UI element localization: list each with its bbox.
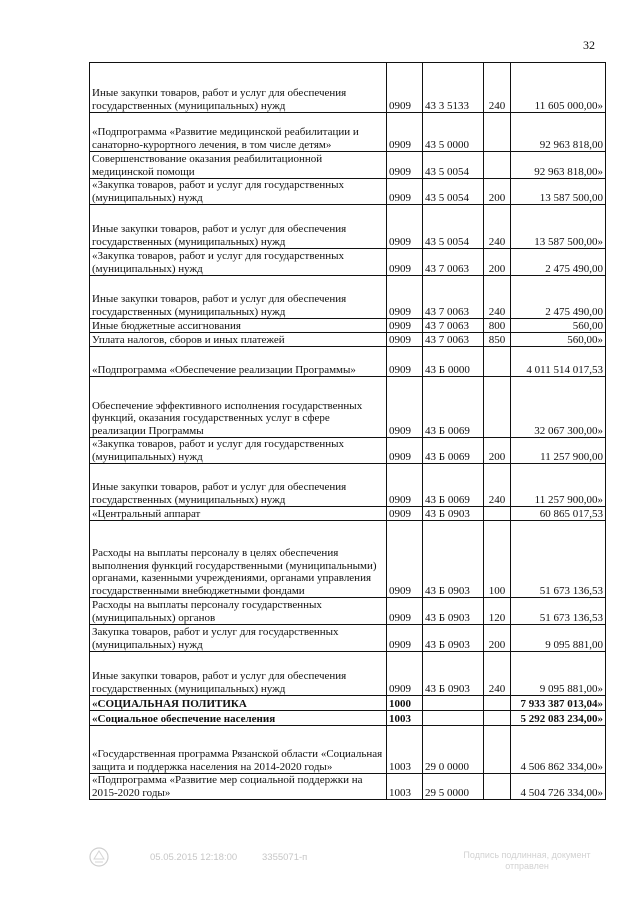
row-section-cell: 0909: [387, 347, 423, 377]
row-kind-cell: 240: [484, 63, 511, 113]
row-section-cell: 0909: [387, 333, 423, 347]
row-kind-cell: 200: [484, 625, 511, 652]
row-section-cell: 1000: [387, 696, 423, 711]
row-name-cell: «Закупка товаров, работ и услуг для государственных (муниципальных) нужд: [90, 438, 387, 464]
row-section-cell: 0909: [387, 179, 423, 205]
row-amount-cell: 2 475 490,00: [511, 249, 606, 276]
row-section-cell: 0909: [387, 521, 423, 598]
table-row: [90, 726, 606, 774]
row-name-cell: «Подпрограмма «Обеспечение реализации Программы»: [90, 347, 387, 377]
table-row: [90, 652, 606, 696]
row-kind-cell: [484, 507, 511, 521]
row-name-cell: Иные закупки товаров, работ и услуг для обеспечения государственных (муниципальных) нужд: [90, 205, 387, 249]
row-section-cell: 0909: [387, 113, 423, 152]
row-name-cell: Уплата налогов, сборов и иных платежей: [90, 333, 387, 347]
row-section-cell: 0909: [387, 652, 423, 696]
table-row: [90, 179, 606, 205]
row-amount-cell: 4 506 862 334,00»: [511, 726, 606, 774]
footer-doc-id: 3355071-п: [262, 852, 308, 863]
row-code-cell: 43 7 0063: [423, 319, 484, 333]
row-code-cell: 43 7 0063: [423, 249, 484, 276]
row-kind-cell: [484, 696, 511, 711]
row-name-cell: Закупка товаров, работ и услуг для государственных (муниципальных) нужд: [90, 625, 387, 652]
budget-table-body: [90, 63, 606, 800]
table-row: [90, 205, 606, 249]
row-amount-cell: 51 673 136,53: [511, 521, 606, 598]
page-number: 32: [583, 38, 595, 52]
row-section-cell: 1003: [387, 711, 423, 726]
row-kind-cell: 800: [484, 319, 511, 333]
row-code-cell: 43 7 0063: [423, 276, 484, 319]
table-row: [90, 625, 606, 652]
row-amount-cell: 92 963 818,00»: [511, 152, 606, 179]
row-amount-cell: 13 587 500,00»: [511, 205, 606, 249]
table-row: [90, 774, 606, 800]
row-section-cell: 0909: [387, 63, 423, 113]
emblem-stamp-icon: [88, 846, 110, 868]
row-name-cell: «Подпрограмма «Развитие медицинской реабилитации и санаторно-курортного лечения, в том числе детям»: [90, 113, 387, 152]
row-amount-cell: 4 504 726 334,00»: [511, 774, 606, 800]
row-kind-cell: 240: [484, 652, 511, 696]
row-name-cell: «Закупка товаров, работ и услуг для государственных (муниципальных) нужд: [90, 249, 387, 276]
row-code-cell: 43 5 0000: [423, 113, 484, 152]
row-amount-cell: 560,00: [511, 319, 606, 333]
row-code-cell: 43 Б 0903: [423, 598, 484, 625]
row-amount-cell: 7 933 387 013,04»: [511, 696, 606, 711]
row-name-cell: «Государственная программа Рязанской области «Социальная защита и поддержка населения на 2014-2020 годы»: [90, 726, 387, 774]
row-code-cell: 43 Б 0903: [423, 625, 484, 652]
row-code-cell: 43 Б 0903: [423, 507, 484, 521]
row-code-cell: 43 Б 0069: [423, 464, 484, 507]
table-row: [90, 276, 606, 319]
table-row: [90, 113, 606, 152]
row-code-cell: [423, 696, 484, 711]
row-section-cell: 1003: [387, 726, 423, 774]
row-code-cell: [423, 711, 484, 726]
row-name-cell: Иные закупки товаров, работ и услуг для обеспечения государственных (муниципальных) нужд: [90, 63, 387, 113]
row-kind-cell: [484, 152, 511, 179]
row-kind-cell: 200: [484, 179, 511, 205]
row-amount-cell: 5 292 083 234,00»: [511, 711, 606, 726]
footer-signature-note: Подпись подлинная, документ отправлен: [463, 850, 591, 871]
row-code-cell: 43 5 0054: [423, 205, 484, 249]
row-kind-cell: 240: [484, 464, 511, 507]
row-name-cell: Расходы на выплаты персоналу государственных (муниципальных) органов: [90, 598, 387, 625]
row-amount-cell: 92 963 818,00: [511, 113, 606, 152]
row-name-cell: Иные закупки товаров, работ и услуг для обеспечения государственных (муниципальных) нужд: [90, 464, 387, 507]
table-row: [90, 521, 606, 598]
row-name-cell: Иные закупки товаров, работ и услуг для обеспечения государственных (муниципальных) нужд: [90, 276, 387, 319]
row-amount-cell: 9 095 881,00: [511, 625, 606, 652]
row-kind-cell: [484, 113, 511, 152]
row-section-cell: 0909: [387, 438, 423, 464]
row-kind-cell: [484, 711, 511, 726]
row-section-cell: 0909: [387, 249, 423, 276]
row-amount-cell: 11 257 900,00»: [511, 464, 606, 507]
row-section-cell: 0909: [387, 205, 423, 249]
row-section-cell: 0909: [387, 319, 423, 333]
row-code-cell: 43 Б 0069: [423, 377, 484, 438]
row-section-cell: 0909: [387, 377, 423, 438]
row-kind-cell: 200: [484, 438, 511, 464]
row-code-cell: 29 0 0000: [423, 726, 484, 774]
row-section-cell: 0909: [387, 152, 423, 179]
table-row: [90, 63, 606, 113]
row-section-cell: 0909: [387, 625, 423, 652]
row-code-cell: 43 5 0054: [423, 179, 484, 205]
row-name-cell: Расходы на выплаты персоналу в целях обеспечения выполнения функций государственными (муниципальными) органами, казенными учреждениями, органами управления государственными внебюджетными фондами: [90, 521, 387, 598]
row-kind-cell: 240: [484, 276, 511, 319]
row-amount-cell: 11 605 000,00»: [511, 63, 606, 113]
row-name-cell: Совершенствование оказания реабилитационной медицинской помощи: [90, 152, 387, 179]
row-name-cell: «Центральный аппарат: [90, 507, 387, 521]
row-kind-cell: 200: [484, 249, 511, 276]
row-amount-cell: 11 257 900,00: [511, 438, 606, 464]
table-row: [90, 696, 606, 711]
row-code-cell: 29 5 0000: [423, 774, 484, 800]
table-row: [90, 152, 606, 179]
table-row: [90, 377, 606, 438]
table-row: [90, 347, 606, 377]
table-row: [90, 464, 606, 507]
row-code-cell: 43 Б 0069: [423, 438, 484, 464]
row-amount-cell: 560,00»: [511, 333, 606, 347]
table-row: [90, 438, 606, 464]
table-row: [90, 598, 606, 625]
table-row: [90, 711, 606, 726]
row-code-cell: 43 Б 0903: [423, 521, 484, 598]
row-section-cell: 1003: [387, 774, 423, 800]
row-amount-cell: 60 865 017,53: [511, 507, 606, 521]
budget-table: [89, 62, 606, 800]
row-kind-cell: 100: [484, 521, 511, 598]
row-kind-cell: [484, 726, 511, 774]
row-code-cell: 43 Б 0903: [423, 652, 484, 696]
row-name-cell: «Социальное обеспечение населения: [90, 711, 387, 726]
row-amount-cell: 32 067 300,00»: [511, 377, 606, 438]
row-amount-cell: 4 011 514 017,53: [511, 347, 606, 377]
row-section-cell: 0909: [387, 507, 423, 521]
row-name-cell: «СОЦИАЛЬНАЯ ПОЛИТИКА: [90, 696, 387, 711]
row-kind-cell: [484, 774, 511, 800]
table-row: [90, 249, 606, 276]
row-amount-cell: 51 673 136,53: [511, 598, 606, 625]
row-code-cell: 43 7 0063: [423, 333, 484, 347]
footer-datetime: 05.05.2015 12:18:00: [150, 852, 238, 863]
row-name-cell: Иные закупки товаров, работ и услуг для обеспечения государственных (муниципальных) нужд: [90, 652, 387, 696]
row-code-cell: 43 5 0054: [423, 152, 484, 179]
row-code-cell: 43 Б 0000: [423, 347, 484, 377]
table-row: [90, 507, 606, 521]
row-name-cell: «Подпрограмма «Развитие мер социальной поддержки на 2015-2020 годы»: [90, 774, 387, 800]
row-kind-cell: [484, 347, 511, 377]
row-amount-cell: 13 587 500,00: [511, 179, 606, 205]
row-amount-cell: 2 475 490,00: [511, 276, 606, 319]
row-amount-cell: 9 095 881,00»: [511, 652, 606, 696]
row-name-cell: Обеспечение эффективного исполнения государственных функций, оказания государственных услуг в сфере реализации Программы: [90, 377, 387, 438]
row-section-cell: 0909: [387, 598, 423, 625]
row-name-cell: «Закупка товаров, работ и услуг для государственных (муниципальных) нужд: [90, 179, 387, 205]
table-row: [90, 319, 606, 333]
row-section-cell: 0909: [387, 464, 423, 507]
row-kind-cell: 120: [484, 598, 511, 625]
row-kind-cell: [484, 377, 511, 438]
table-row: [90, 333, 606, 347]
row-kind-cell: 850: [484, 333, 511, 347]
row-code-cell: 43 3 5133: [423, 63, 484, 113]
row-section-cell: 0909: [387, 276, 423, 319]
row-name-cell: Иные бюджетные ассигнования: [90, 319, 387, 333]
row-kind-cell: 240: [484, 205, 511, 249]
